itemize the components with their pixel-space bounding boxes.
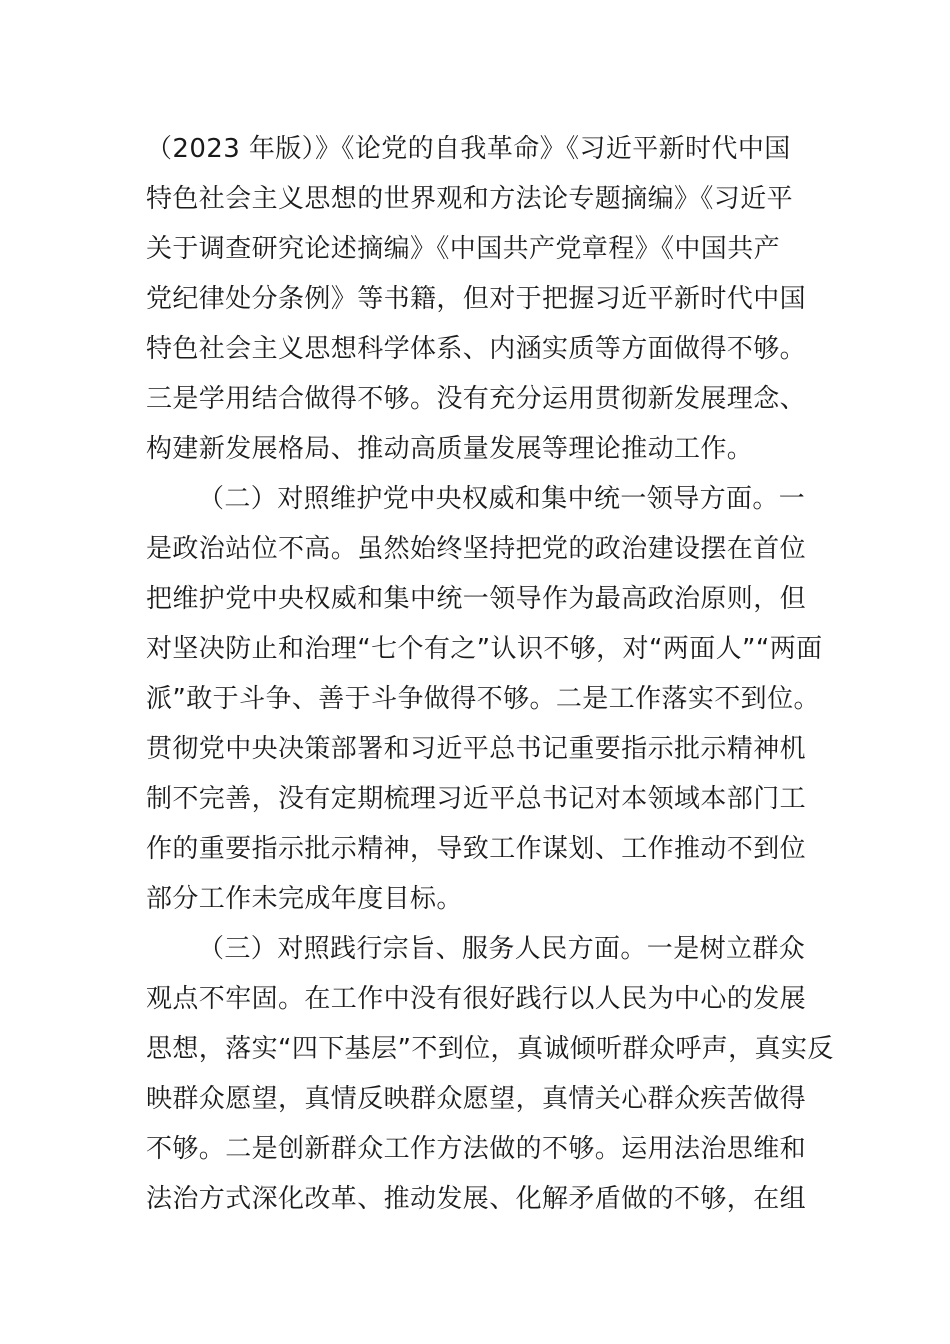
text-line: 对坚决防止和治理“七个有之”认识不够，对“两面人”“两面: [146, 634, 823, 664]
text-line: 特色社会主义思想科学体系、内涵实质等方面做得不够。: [146, 334, 807, 364]
text-line: 部分工作未完成年度目标。: [146, 884, 463, 914]
text-line: 构建新发展格局、推动高质量发展等理论推动工作。: [146, 434, 754, 464]
text-line: 观点不牢固。在工作中没有很好践行以人民为中心的发展: [146, 984, 807, 1014]
text-line: 思想，落实“四下基层”不到位，真诚倾听群众呼声，真实反: [146, 1034, 834, 1064]
text-line: 制不完善，没有定期梳理习近平总书记对本领域本部门工: [146, 784, 807, 814]
text-line: 映群众愿望，真情反映群众愿望，真情关心群众疾苦做得: [146, 1084, 807, 1114]
text-line: 把维护党中央权威和集中统一领导作为最高政治原则，但: [146, 584, 807, 614]
text-line: 三是学用结合做得不够。没有充分运用贯彻新发展理念、: [146, 384, 807, 414]
text-line: 作的重要指示批示精神，导致工作谋划、工作推动不到位: [146, 834, 807, 864]
section-heading-line: （二）对照维护党中央权威和集中统一领导方面。一: [198, 484, 806, 514]
text-line: 是政治站位不高。虽然始终坚持把党的政治建设摆在首位: [146, 534, 807, 564]
text-line: 派”敢于斗争、善于斗争做得不够。二是工作落实不到位。: [146, 684, 820, 714]
text-line: （2023 年版）》《论党的自我革命》《习近平新时代中国: [146, 134, 791, 164]
text-line: 不够。二是创新群众工作方法做的不够。运用法治思维和: [146, 1134, 807, 1164]
document-body: [146, 124, 834, 1224]
text-line: 党纪律处分条例》等书籍，但对于把握习近平新时代中国: [146, 284, 807, 314]
text-line: 特色社会主义思想的世界观和方法论专题摘编》《习近平: [146, 184, 794, 214]
text-line: 贯彻党中央决策部署和习近平总书记重要指示批示精神机: [146, 734, 807, 764]
text-line: 关于调查研究论述摘编》《中国共产党章程》《中国共产: [146, 234, 781, 264]
text-line: 法治方式深化改革、推动发展、化解矛盾做的不够，在组: [146, 1184, 807, 1214]
section-heading-line: （三）对照践行宗旨、服务人民方面。一是树立群众: [198, 934, 806, 964]
